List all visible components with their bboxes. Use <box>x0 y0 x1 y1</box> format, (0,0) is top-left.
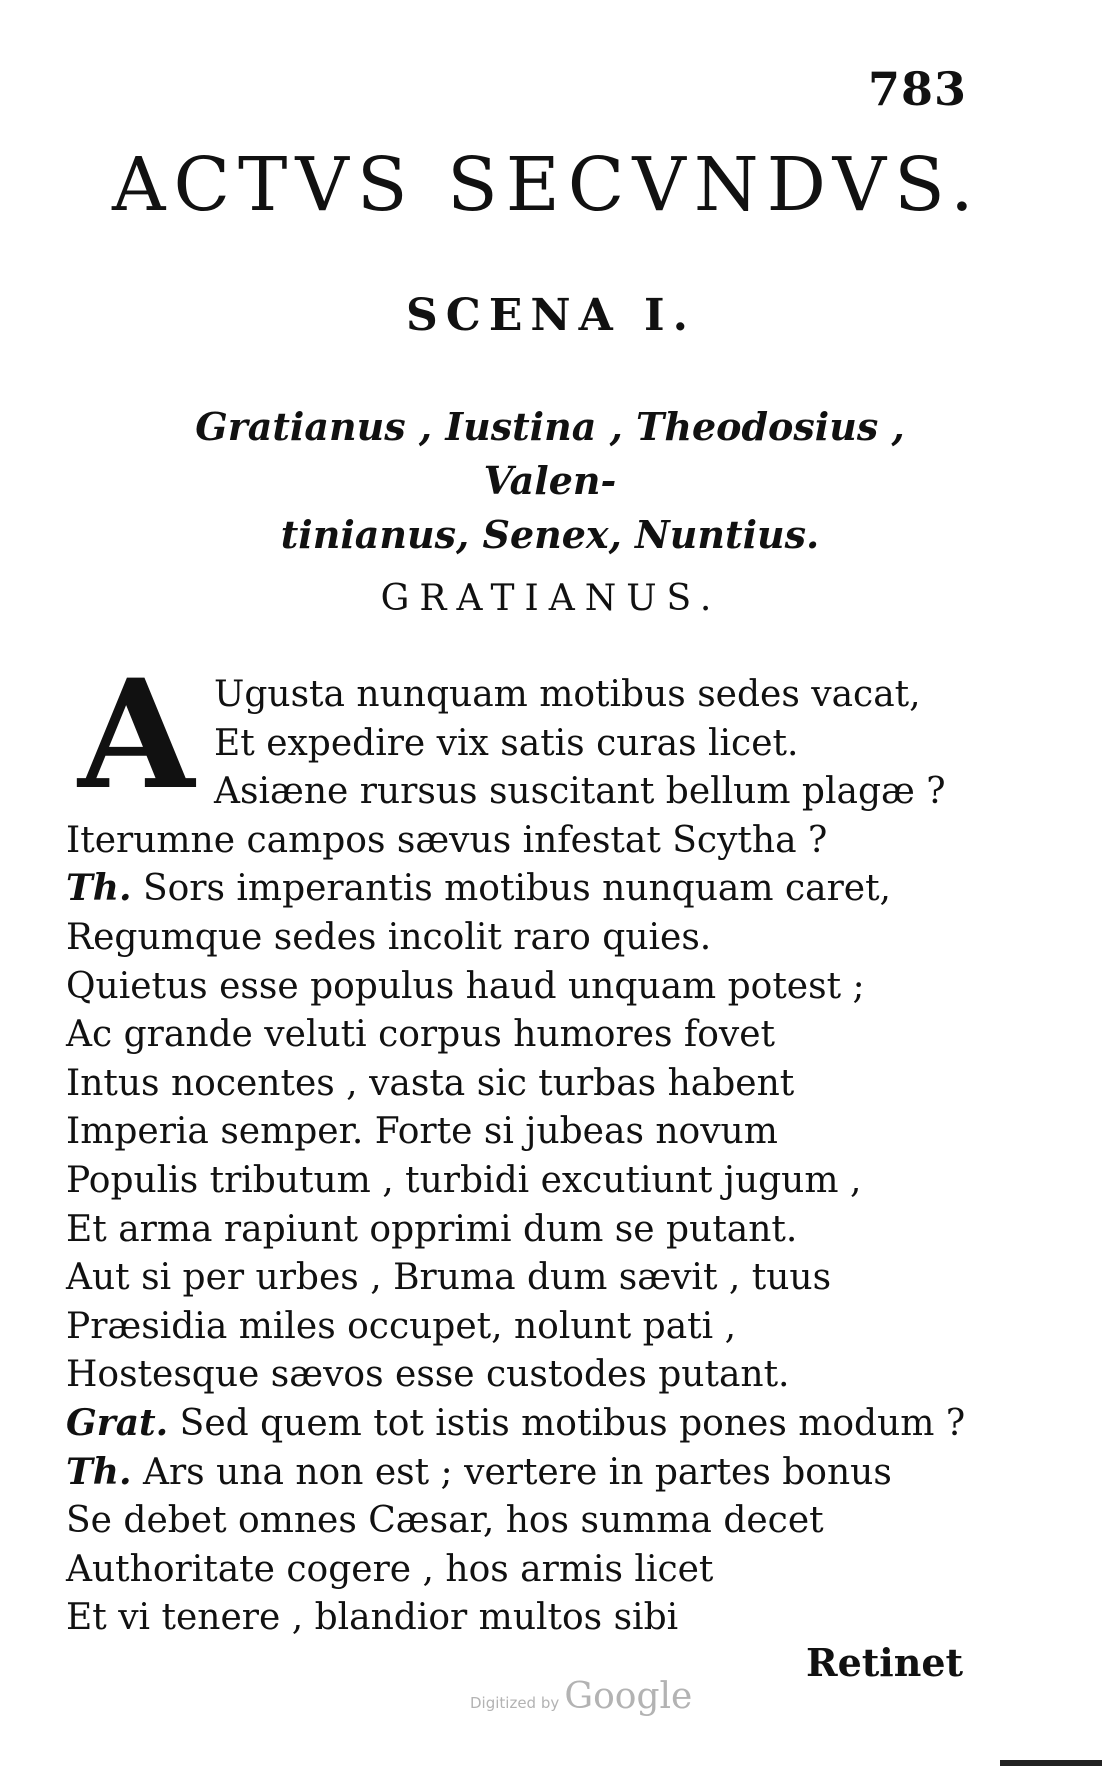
personae-line-2: tinianus, Senex, Nuntius. <box>280 512 820 557</box>
verse-text: Sed quem tot istis motibus pones modum ? <box>179 1402 966 1444</box>
drop-cap: A <box>78 647 195 823</box>
verse-text: Et arma rapiunt opprimi dum se putant. <box>66 1208 798 1250</box>
speaker-heading: GRATIANUS. <box>380 578 722 619</box>
verse-text: Imperia semper. Forte si jubeas novum <box>66 1111 778 1153</box>
verse-line <box>66 864 986 913</box>
verse-text: Ars una non est ; vertere in partes bonus <box>142 1451 892 1493</box>
verse-text: Authoritate cogere , hos armis licet <box>66 1548 714 1590</box>
watermark-logo: Google <box>564 1676 693 1717</box>
verse-line <box>66 1156 986 1205</box>
scene-title: SCENA I. <box>406 290 696 341</box>
watermark-prefix: Digitized by <box>470 1694 560 1712</box>
verse-line <box>66 719 986 768</box>
verse-line <box>66 1253 986 1302</box>
dramatis-personae <box>130 400 970 562</box>
speaker-tag: Th. <box>66 1450 132 1493</box>
verse-text: Asiæne rursus suscitant bellum plagæ ? <box>214 771 946 813</box>
verse-line <box>66 1350 986 1399</box>
verse-line <box>66 1399 986 1448</box>
catchword: Retinet <box>806 1640 964 1685</box>
verse-text: Ugusta nunquam motibus sedes vacat, <box>214 674 921 715</box>
verse-text: Sors imperantis motibus nunquam caret, <box>142 868 891 910</box>
verse-line <box>66 816 986 865</box>
verse-text: Regumque sedes incolit raro quies. <box>66 916 712 958</box>
verse-line <box>66 962 986 1011</box>
verse-line <box>66 1545 986 1594</box>
verse-line <box>66 1496 986 1545</box>
verse-text: Aut si per urbes , Bruma dum sævit , tuus <box>66 1257 832 1299</box>
verse-line <box>66 1302 986 1351</box>
verse-text: Intus nocentes , vasta sic turbas habent <box>66 1062 795 1104</box>
verse-line <box>66 1448 986 1497</box>
personae-line-1: Gratianus , Iustina , Theodosius , Valen- <box>195 404 905 503</box>
verse-text: Iterumne campos sævus infestat Scytha ? <box>66 819 828 861</box>
verse-line <box>66 913 986 962</box>
verse-text: Et vi tenere , blandior multos sibi <box>66 1597 679 1639</box>
verse-line <box>66 1059 986 1108</box>
verse-line <box>66 767 986 816</box>
act-title: ACTVS SECVNDVS. <box>112 142 982 228</box>
digitized-watermark <box>470 1676 692 1717</box>
verse-text: Se debet omnes Cæsar, hos summa decet <box>66 1500 824 1542</box>
verse-line <box>66 1593 986 1642</box>
verse-text: Et expedire vix satis curas licet. <box>214 722 799 764</box>
verse-line <box>66 1205 986 1254</box>
verse-block <box>66 670 986 1642</box>
speaker-tag: Grat. <box>66 1401 169 1444</box>
speaker-tag: Th. <box>66 867 132 910</box>
verse-text: Populis tributum , turbidi excutiunt jugum , <box>66 1159 862 1201</box>
verse-line <box>66 1107 986 1156</box>
page-edge-rule <box>1000 1760 1102 1766</box>
verse-text: Hostesque sævos esse custodes putant. <box>66 1354 790 1396</box>
verse-line <box>66 1010 986 1059</box>
page-number: 783 <box>868 62 968 116</box>
verse-text: Quietus esse populus haud unquam potest ; <box>66 965 865 1007</box>
verse-text: Ac grande veluti corpus humores fovet <box>66 1014 775 1056</box>
verse-text: Præsidia miles occupet, nolunt pati , <box>66 1305 737 1347</box>
verse-line <box>66 670 986 719</box>
